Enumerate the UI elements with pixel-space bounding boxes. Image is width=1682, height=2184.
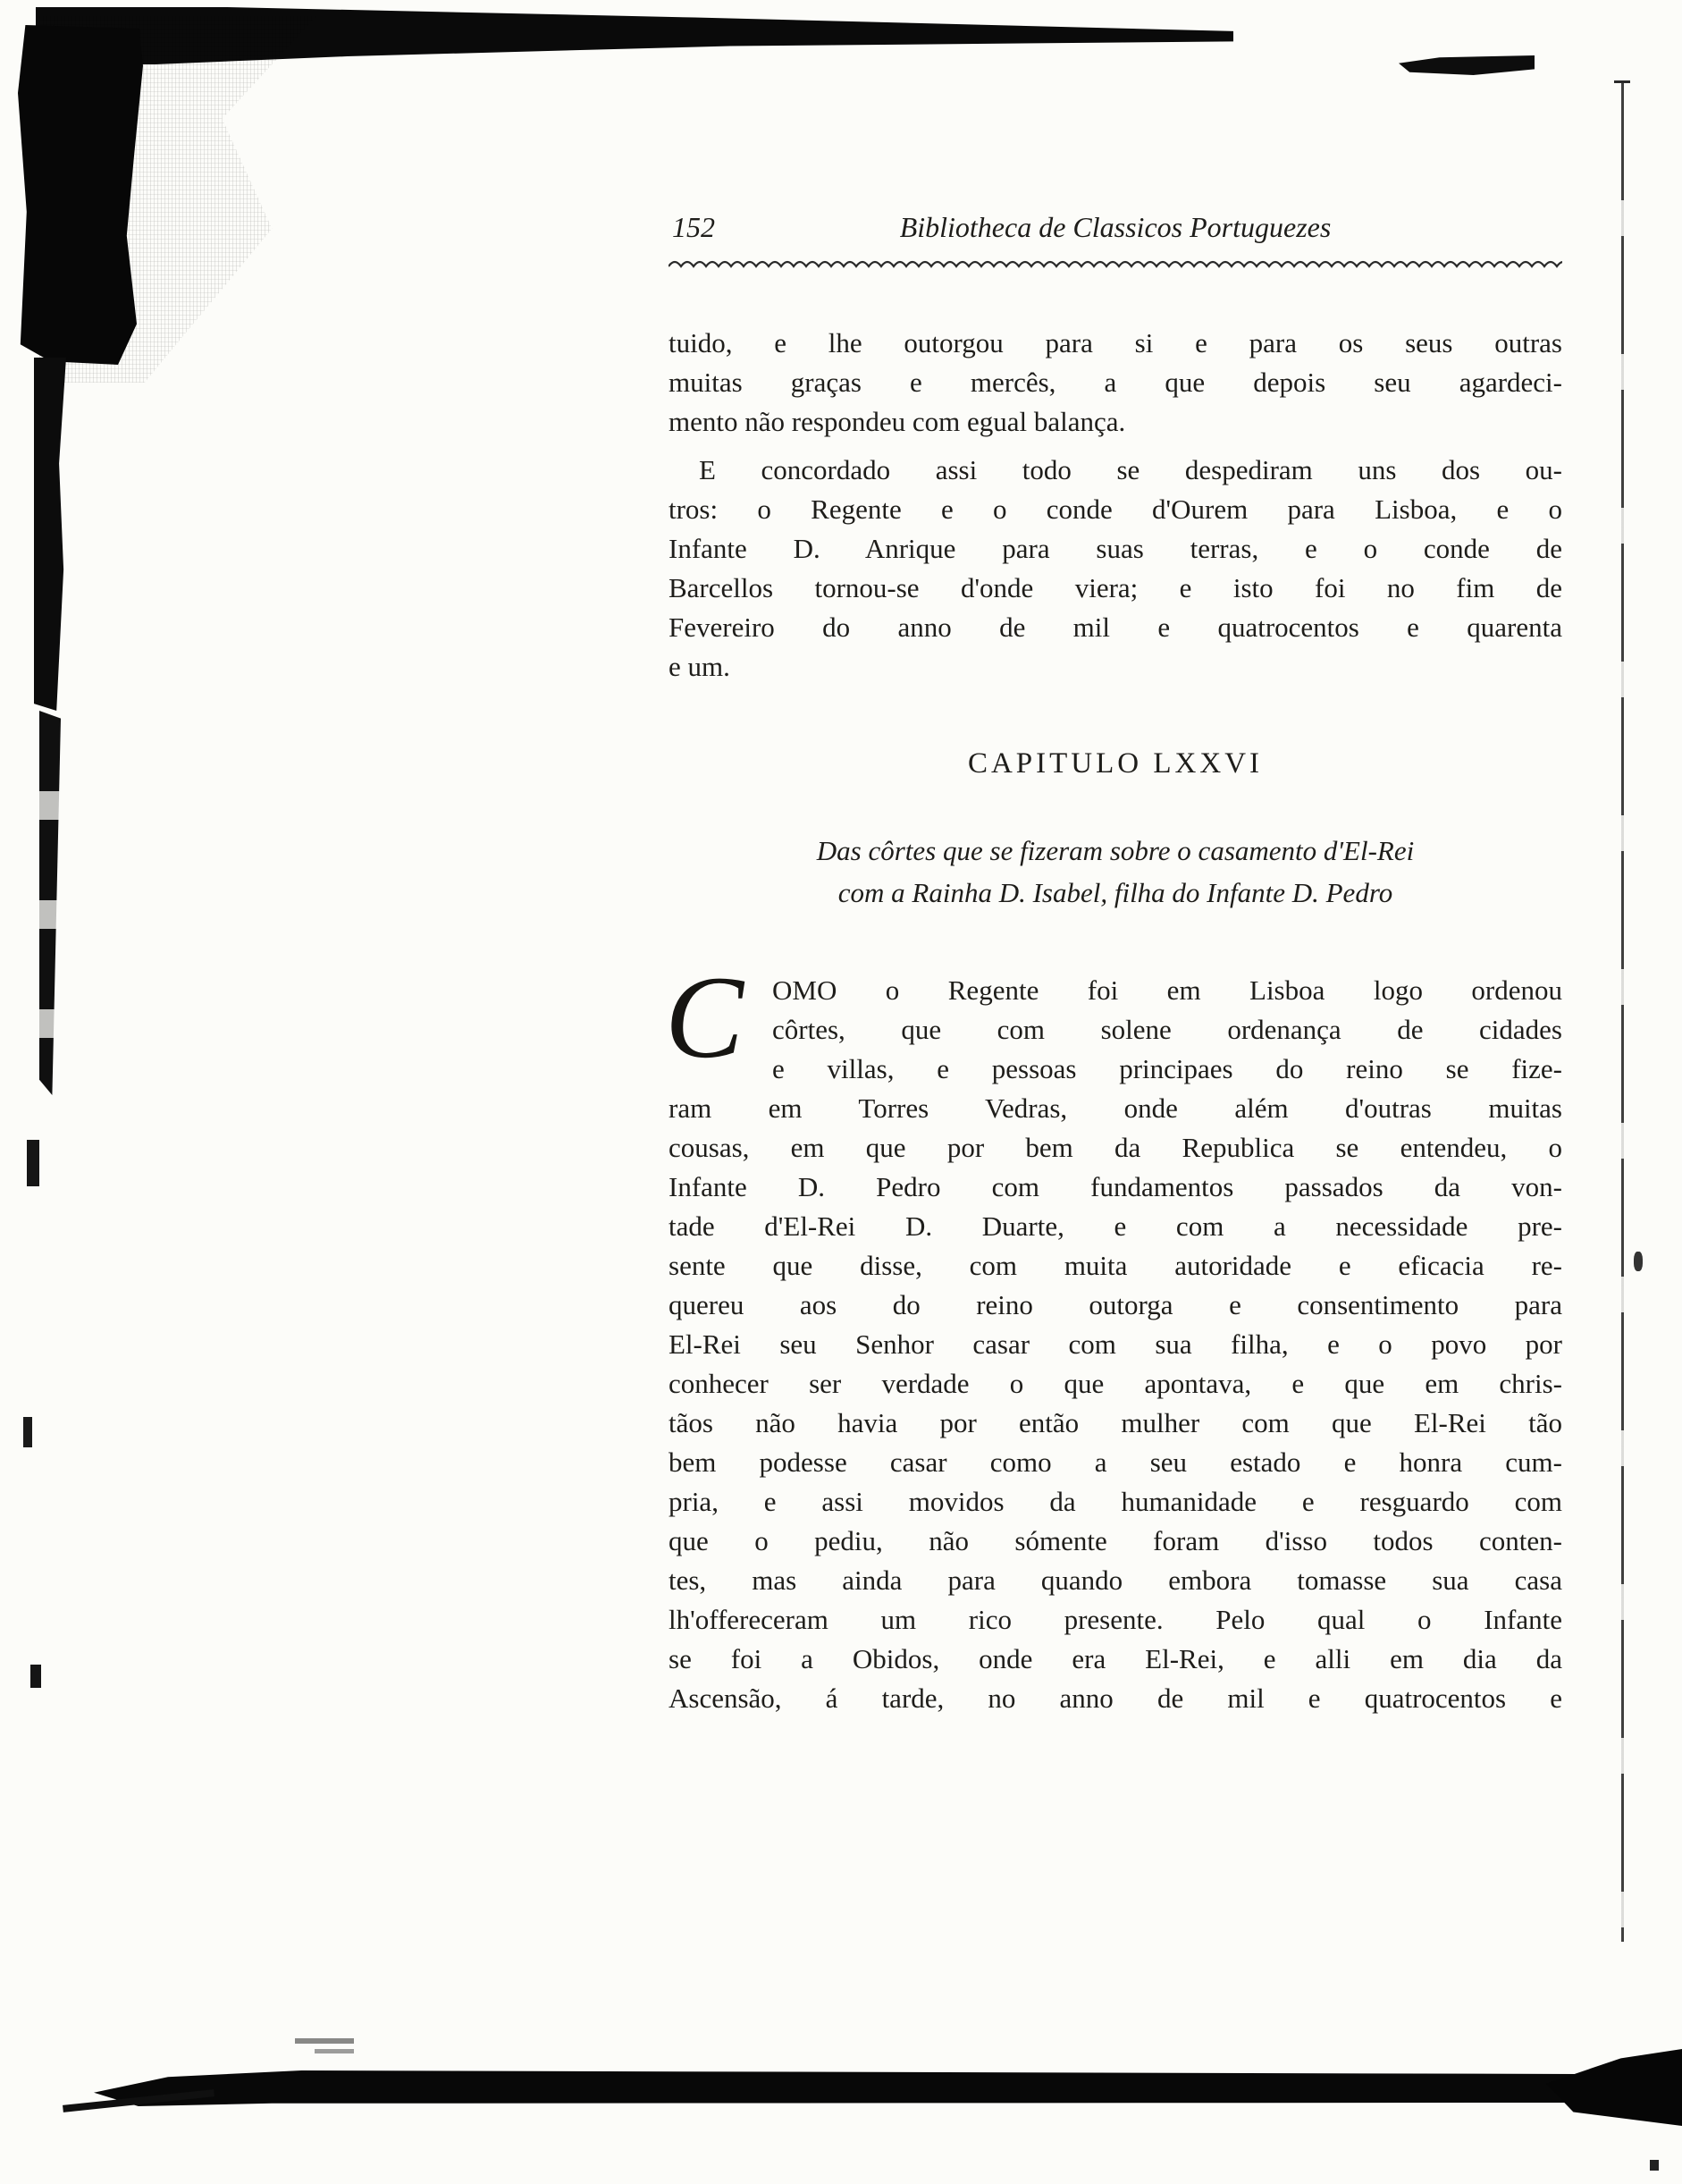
scan-artifact-left-tick [23,1417,32,1447]
scan-artifact-bottom-right-wedge [1546,2049,1682,2126]
scan-artifact-top-streak [36,7,1233,64]
text-line: bem podesse casar como a seu estado e honra cum- [669,1446,1562,1478]
chapter-subtitle [669,830,1562,914]
text-line: Infante D. Anrique para suas terras, e o conde de [669,533,1562,564]
running-title: Bibliotheca de Classicos Portuguezes [899,211,1332,243]
text-line: E concordado assi todo se despediram uns dos ou- [699,454,1562,485]
paragraph-continuation [669,324,1562,442]
scan-artifact-corner-noise [39,16,316,383]
text-line: tros: o Regente e o conde d'Ourem para Lisboa, e o [669,493,1562,525]
scan-artifact-smudge [295,2038,354,2044]
page-number: 152 [672,211,715,243]
text-line: se foi a Obidos, onde era El-Rei, e alli em dia da [669,1643,1562,1674]
text-line: e um. [669,651,730,682]
chapter-heading: CAPITULO LXXVI [967,747,1264,780]
text-line: quereu aos do reino outorga e consentimento para [669,1289,1562,1320]
text-line: ram em Torres Vedras, onde além d'outras muitas [669,1092,1562,1124]
scan-artifact-smudge [315,2049,354,2053]
scan-artifact-right-edge-line [1621,82,1624,1942]
drop-cap-initial: C [665,951,744,1083]
page-content [665,207,1562,1718]
text-line: sente que disse, com muita autoridade e eficacia re- [669,1250,1562,1281]
scan-artifact-right-edge-tick [1614,80,1630,83]
paragraph [669,451,1562,687]
scan-artifact-left-bar-lower [39,711,61,1095]
scan-artifact-corner-dot [1650,2160,1659,2171]
subtitle-line: Das côrtes que se fizeram sobre o casamento d'El-Rei [816,835,1415,866]
text-line: muitas graças e mercês, a que depois seu agardeci- [669,367,1562,398]
scan-artifact-right-blob [1634,1252,1643,1271]
text-line: tes, mas ainda para quando embora tomasse sua casa [669,1564,1562,1596]
text-line: côrtes, que com solene ordenança de cidades [772,1014,1562,1045]
text-line: Infante D. Pedro com fundamentos passados da von- [669,1171,1562,1202]
scan-artifact-top-left-block [18,25,143,365]
text-line: lh'offereceram um rico presente. Pelo qual o Infante [669,1604,1562,1635]
text-line: tade d'El-Rei D. Duarte, e com a necessidade pre- [669,1210,1562,1242]
scan-artifact-bottom-flick [63,2089,214,2112]
text-line: Ascensão, á tarde, no anno de mil e quatrocentos e [669,1682,1562,1714]
text-line: conhecer ser verdade o que apontava, e que em chris- [669,1368,1562,1399]
text-line: que o pediu, não sómente foram d'isso todos conten- [669,1525,1562,1556]
subtitle-line: com a Rainha D. Isabel, filha do Infante D. Pedro [837,877,1393,908]
text-line: Fevereiro do anno de mil e quatrocentos e quarenta [669,611,1562,643]
text-line: e villas, e pessoas principaes do reino se fize- [772,1053,1562,1084]
text-line: tuido, e lhe outorgou para si e para os seus outras [669,327,1562,358]
opening-paragraph [665,951,1562,1718]
text-line: El-Rei seu Senhor casar com sua filha, e o povo por [669,1328,1562,1360]
text-line: Barcellos tornou-se d'onde viera; e isto foi no fim de [669,572,1562,603]
text-line: OMO o Regente foi em Lisboa logo ordenou [772,974,1562,1006]
running-head [669,207,1562,250]
scan-artifact-top-right-dash [1399,55,1535,75]
wavy-rule [669,256,1562,272]
text-line: tãos não havia por então mulher com que El-Rei tão [669,1407,1562,1438]
scan-artifact-bottom-bar [94,2070,1577,2106]
text-line: pria, e assi movidos da humanidade e resguardo com [669,1486,1562,1517]
text-line: mento não respondeu com egual balança. [669,406,1126,437]
scan-artifact-left-bar [34,358,66,711]
text-line: cousas, em que por bem da Republica se entendeu, o [669,1132,1562,1163]
scan-artifact-left-tick [27,1140,39,1186]
scan-artifact-left-tick [30,1665,41,1688]
